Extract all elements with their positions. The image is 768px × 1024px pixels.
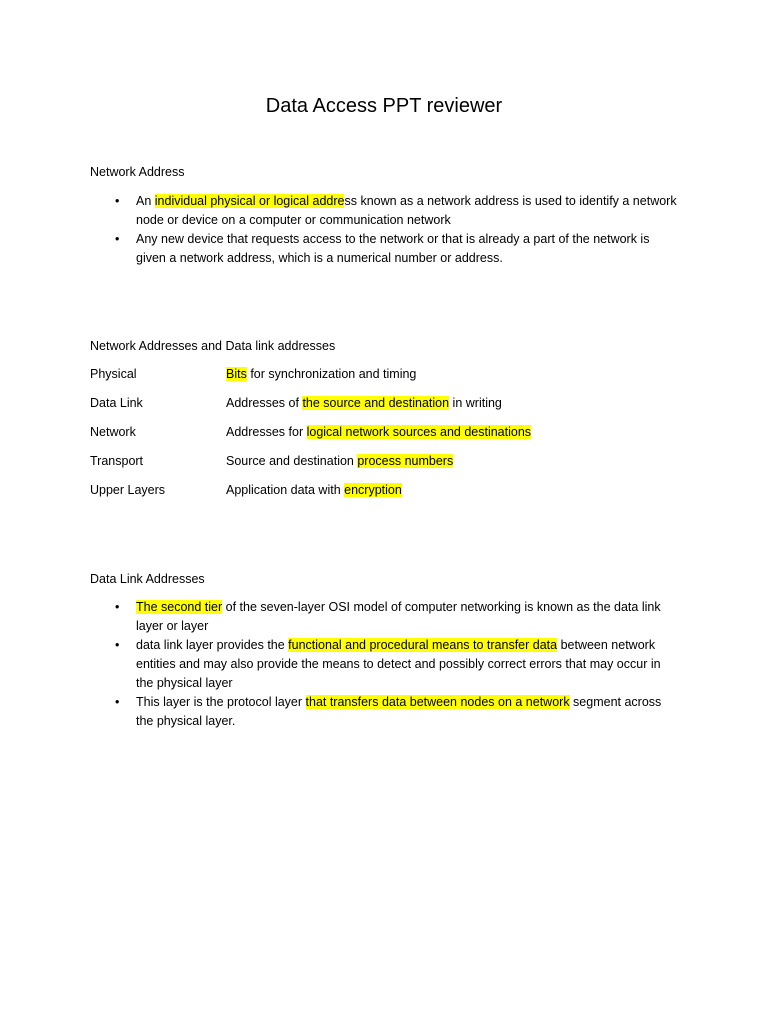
- description-text: Addresses for: [226, 425, 307, 439]
- bullet-item: [90, 192, 680, 230]
- bullet-text: between network entities and may also provide the means to detect and possibly correct errors that may occur in the physical layer: [136, 638, 661, 690]
- bullet-text: data link layer provides the: [136, 638, 289, 652]
- bullet-text: segment across the physical layer.: [136, 695, 662, 728]
- highlighted-text: Bits: [226, 367, 247, 381]
- layer-description: [226, 451, 590, 480]
- bullet-item: [90, 230, 680, 268]
- layer-description: [226, 393, 590, 422]
- highlighted-text: that transfers data between nodes on a network: [305, 695, 570, 709]
- bullet-text: This layer is the protocol layer: [136, 695, 306, 709]
- table-row: [90, 480, 590, 509]
- bullet-item: [90, 598, 680, 636]
- section-heading-addresses-table: Network Addresses and Data link addresses: [90, 339, 336, 353]
- table-row: [90, 451, 590, 480]
- section-heading-network-address: Network Address: [90, 165, 185, 179]
- network-address-bullet-list: [90, 192, 680, 268]
- document-title: Data Access PPT reviewer: [265, 95, 503, 117]
- layer-name: Transport: [90, 454, 144, 468]
- data-link-bullet-list: [90, 598, 680, 731]
- description-text: Application data with: [226, 483, 345, 497]
- layer-name: Network: [90, 425, 136, 439]
- highlighted-text: process numbers: [357, 454, 454, 468]
- highlighted-text: individual physical or logical addre: [154, 194, 345, 208]
- description-text: in writing: [449, 396, 502, 410]
- highlighted-text: functional and procedural means to transfer data: [288, 638, 558, 652]
- bullet-dot: •: [115, 638, 120, 652]
- highlighted-text: the source and destination: [302, 396, 450, 410]
- bullet-dot: •: [115, 194, 120, 208]
- bullet-dot: •: [115, 600, 120, 614]
- layer-description: [226, 480, 590, 509]
- description-text: for synchronization and timing: [246, 367, 417, 381]
- bullet-item: [90, 693, 680, 731]
- layer-description: [226, 364, 590, 393]
- table-row: [90, 364, 590, 393]
- bullet-text: of the seven-layer OSI model of computer networking is known as the data link layer or layer: [136, 600, 661, 633]
- layer-name: Data Link: [90, 396, 143, 410]
- bullet-item: [90, 636, 680, 693]
- layer-address-table: [90, 364, 590, 509]
- highlighted-text: The second tier: [136, 600, 223, 614]
- bullet-dot: •: [115, 695, 120, 709]
- bullet-text: Any new device that requests access to the network or that is already a part of the network is given a network address, which is a numerical number or address.: [136, 232, 650, 265]
- highlighted-text: logical network sources and destinations: [306, 425, 532, 439]
- layer-description: [226, 422, 590, 451]
- section-heading-data-link-addresses: Data Link Addresses: [90, 572, 205, 586]
- description-text: Source and destination: [226, 454, 358, 468]
- table-row: [90, 393, 590, 422]
- layer-name: Physical: [90, 367, 137, 381]
- bullet-dot: •: [115, 232, 120, 246]
- description-text: Addresses of: [226, 396, 303, 410]
- bullet-text: An: [136, 194, 155, 208]
- table-row: [90, 422, 590, 451]
- highlighted-text: encryption: [344, 483, 402, 497]
- bullet-text: ss known as a network address is used to identify a network node or device on a computer or communication network: [136, 194, 677, 227]
- layer-name: Upper Layers: [90, 483, 166, 497]
